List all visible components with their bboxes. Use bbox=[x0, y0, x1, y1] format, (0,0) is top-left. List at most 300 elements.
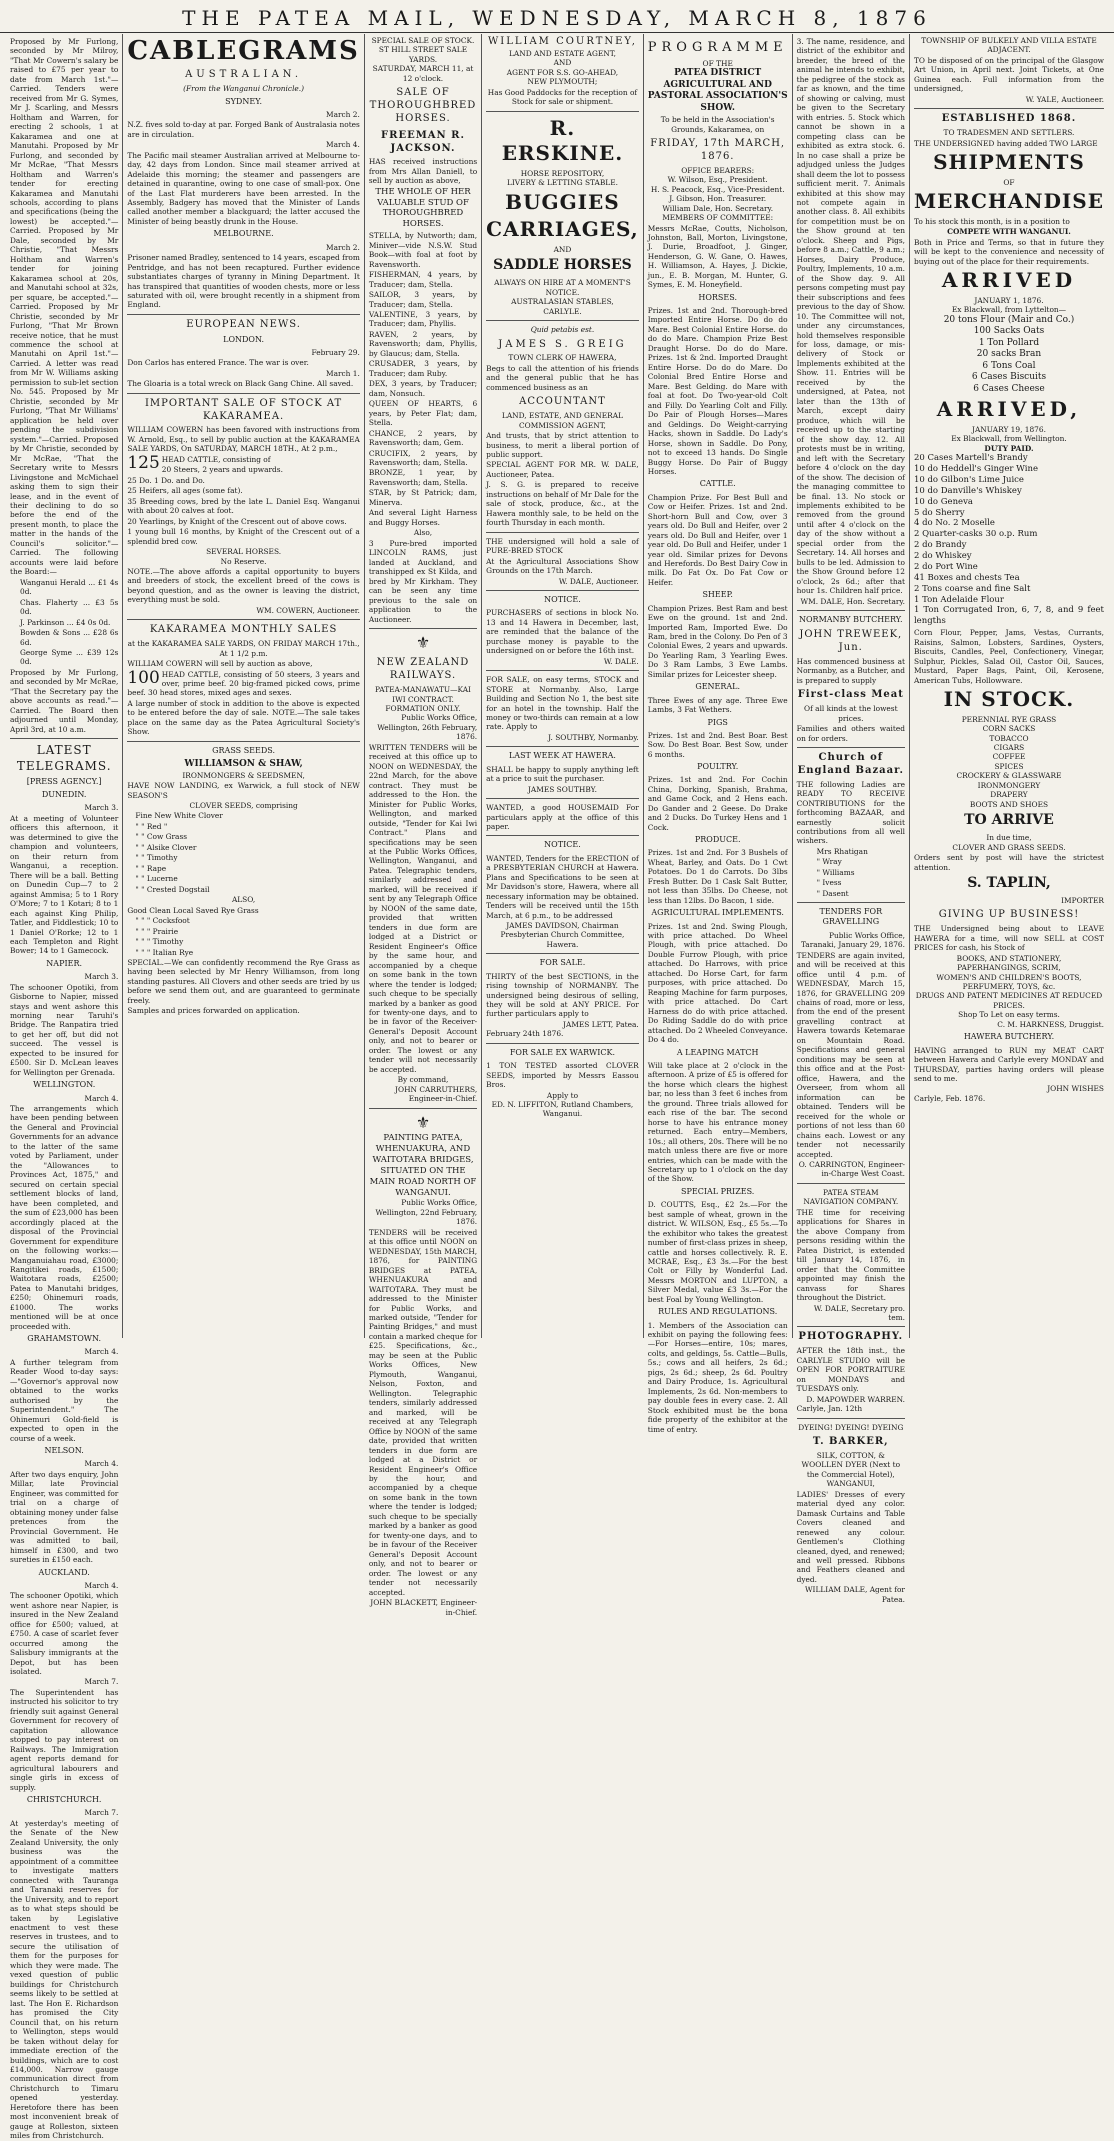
in-stock-heading: IN STOCK. bbox=[943, 686, 1075, 711]
barker-name: T. BARKER, bbox=[812, 1436, 889, 1448]
lot-line: 1 young bull 16 months, by Knight of the Crescent out of a splendid bred cow. bbox=[127, 527, 360, 546]
accountant: ACCOUNTANT bbox=[519, 396, 606, 408]
arrived-date: JANUARY 1, 1876. bbox=[974, 295, 1044, 305]
telegram-wellington bbox=[10, 1080, 118, 1331]
dale-signature: W. DALE, Auctioneer. bbox=[558, 576, 639, 586]
masthead: THE PATEA MAIL, WEDNESDAY, MARCH 8, 1876 bbox=[0, 6, 1114, 33]
stock-item: TOBACCO bbox=[989, 733, 1029, 743]
greig-name: JAMES S. GREIG bbox=[498, 338, 627, 350]
special-agent: SPECIAL AGENT FOR MR. W. DALE, Auctioneer, Patea. bbox=[486, 460, 639, 479]
press-agency-label: [PRESS AGENCY.] bbox=[26, 776, 102, 786]
telegram-date: March 4. bbox=[84, 1347, 119, 1357]
telegram-place: NELSON. bbox=[44, 1446, 84, 1456]
lett-signature: JAMES LETT, Patea. bbox=[563, 1019, 639, 1029]
books-line: BOOKS, AND STATIONERY, bbox=[956, 953, 1062, 963]
officer-line: W. Wilson, Esq., President. bbox=[667, 175, 768, 185]
giving-up-heading: GIVING UP BUSINESS! bbox=[938, 909, 1080, 921]
normanby-butchery-heading: NORMANBY BUTCHERY. bbox=[799, 615, 903, 625]
cable-sydney-2 bbox=[127, 140, 359, 226]
divider bbox=[486, 590, 639, 591]
warren-signature: D. MAPOWDER WARREN. bbox=[806, 1394, 905, 1404]
general-heading: GENERAL. bbox=[695, 682, 741, 692]
column-7 bbox=[910, 34, 1108, 1338]
instructions-text: HAS received instructions from Mrs Allan Daniell, to sell by auction as above, bbox=[368, 157, 478, 186]
arrived-item: 6 Cases Cheese bbox=[973, 383, 1045, 394]
arrived-date-2: JANUARY 19, 1876. bbox=[972, 424, 1046, 434]
divider bbox=[369, 1108, 477, 1109]
duty-item: 20 Cases Martell's Brandy bbox=[913, 453, 1028, 464]
warwick-heading: FOR SALE EX WARWICK. bbox=[509, 1047, 616, 1057]
wanted-tenders-text: WANTED, Tenders for the ERECTION of a PRESBYTERIAN CHURCH at Hawera. Plans and Specifications to be seen at Mr Davidson's store, Hawera, where all necessary information may be obtained. Tenders will be received until the 15th March, at 6 p.m., to be addressed bbox=[486, 853, 639, 920]
duty-item: 10 do Geneva bbox=[913, 496, 973, 507]
lot-line: 25 Heifers, all ages (some fat). bbox=[127, 486, 243, 496]
association-heading: PATEA DISTRICT AGRICULTURAL AND PASTORAL ASSOCIATION'S SHOW. bbox=[647, 68, 788, 113]
last-week-heading: LAST WEEK AT HAWERA. bbox=[508, 751, 616, 761]
corn-flour-text: Corn Flour, Pepper, Jams, Vestas, Currants, Raisins, Salmon, Lobsters, Sardines, Oysters, Biscuits, Candles, Peel, Confectionery, Vinegar, Sulphur, Pickles, Salad Oil, Castor Oil, Sauces, Mustard, Paper Bags, Paint, Oil, Kerosene, American Tubs, Hollowware. bbox=[913, 628, 1104, 685]
cable-date: February 29. bbox=[311, 347, 360, 357]
duty-item: 1 Ton Adelaide Flour bbox=[913, 594, 1004, 605]
column-5 bbox=[644, 34, 793, 1434]
hire-text: ALWAYS ON HIRE AT A MOMENT'S NOTICE. bbox=[494, 278, 631, 297]
stock-item: CORN SACKS bbox=[982, 724, 1036, 734]
horse-prizes: Prizes. 1st and 2nd. Thorough-bred Imported Entire Horse. Do do do Mare. Best Colonial Entire Horse. do do do Mare. Champion Prize Best Draught Horse. Do do do Mare. Prizes. 1st & 2nd. Imported Draught Entire Horse. Do do do Mare. Do Colonial Bred Entire Horse and Mare. Best Gelding. do Mare with foal at foot. Do Two-year-old Colt and Filly. Do Yearling Colt and Filly. Do Pair of Plough Horses—Mares and Geldings. Do Weight-carrying Hacks, shown in Saddle. Do Lady's Horse, shown in Saddle. Do Pony, not to exceed 13 hands. Do Single Buggy Horse. Do Pair of Buggy Horses. bbox=[647, 306, 788, 476]
telegram-place: NAPIER. bbox=[46, 958, 83, 968]
carriages: CARRIAGES, bbox=[486, 217, 639, 242]
telegram-auckland bbox=[10, 1568, 118, 1677]
cable-text: Prisoner named Bradley, sentenced to 14 years, escaped from Pentridge, and has not been recaptured. Further evidence substantiates charges of tyranny in Mining Department. It has transpired that quantities of wooden chests, more or less saturated with oil, were brought recently in a shipment from England. bbox=[127, 253, 360, 310]
horse-entry: FISHERMAN, 4 years, by Traducer; dam, Stella. bbox=[368, 270, 478, 289]
freeman-jackson: FREEMAN R. JACKSON. bbox=[381, 129, 465, 154]
arrived-item: 20 sacks Bran bbox=[976, 349, 1042, 360]
telegram-text: The Superintendent has instructed his solicitor to try friendly suit against General Government for recovery of capitation allowance stopped to pay interest on Railways. The Immigration agent reports demand for agricultural labourers and single girls in excess of supply. bbox=[10, 1687, 119, 1792]
compete-heading: COMPETE WITH WANGANUI. bbox=[947, 227, 1071, 237]
lot-line: 25 Do. 1 Do. and Do. bbox=[127, 475, 205, 485]
stock-item: IRONMONGERY bbox=[977, 780, 1041, 790]
telegram-text: After two days enquiry, John Millar, late Provincial Engineer, was committed for trial on a charge of obtaining money under false pretences from the Provincial Government. He was admitted to bail, himself in £300, and two sureties in £150 each. bbox=[10, 1469, 119, 1565]
divider bbox=[486, 953, 639, 954]
samples-text: Samples and prices forwarded on application. bbox=[127, 1006, 300, 1016]
duty-item: 2 do Port Wine bbox=[913, 561, 978, 572]
horse-entry: BRONZE, 1 year, by Ravensworth; dam, Stella. bbox=[368, 468, 478, 487]
shop-to-let: Shop To Let on easy terms. bbox=[958, 1010, 1060, 1020]
jsg-text: J. S. G. is prepared to receive instructions on behalf of Mr Dale for the sale of stock, produce, &c., at the Hawera monthly sale, to be held on the fourth Thursday in each month. bbox=[486, 480, 639, 528]
held-at: To be held in the Association's Grounds, Kakaramea, on bbox=[660, 115, 775, 134]
seed-line: " " Timothy bbox=[135, 853, 178, 863]
seed-line: " " " Italian Rye bbox=[135, 947, 194, 957]
seed-line: ALSO, bbox=[231, 895, 256, 905]
divider bbox=[486, 320, 639, 321]
families-text: Families and others waited on for orders. bbox=[796, 724, 905, 743]
london-label: LONDON. bbox=[223, 334, 265, 344]
cable-date: March 2. bbox=[326, 242, 360, 252]
cable-place: SYDNEY. bbox=[225, 96, 262, 106]
grass-seeds-heading: GRASS SEEDS. bbox=[212, 745, 276, 755]
cable-date: March 1. bbox=[326, 368, 360, 378]
of-label: OF bbox=[1003, 177, 1015, 187]
to-arrive-sub: In due time, bbox=[986, 833, 1032, 843]
officer-line: H. S. Peacock, Esq., Vice-President. bbox=[650, 184, 785, 194]
telegram-place: WELLINGTON. bbox=[33, 1080, 96, 1090]
trusts-text: And trusts, that by strict attention to business, to merit a liberal portion of public support. bbox=[486, 431, 639, 459]
officers-heading: OFFICE BEARERS: bbox=[681, 165, 755, 175]
officer-line: William Dale, Hon. Secretary. bbox=[662, 203, 774, 213]
cable-date: March 4. bbox=[326, 140, 360, 150]
column-3 bbox=[365, 34, 482, 1617]
sale-heading: IMPORTANT SALE OF STOCK AT KAKARAMEA. bbox=[144, 397, 343, 422]
source-line: (From the Wanganui Chronicle.) bbox=[183, 84, 305, 94]
telegram-place: AUCKLAND. bbox=[38, 1567, 90, 1577]
horse-entry: RAVEN, 2 years, by Ravensworth; dam, Phyllis, by Glaucus; dam, Stella. bbox=[368, 329, 478, 358]
steam-text: THE time for receiving applications for Shares in the above Company from persons residing within the Patea District, is extended till January 14, 1876, in order that the Committee appointed may finish the canvass for Shares throughout the District. bbox=[796, 1207, 905, 1303]
davidson-signature: JAMES DAVIDSON, Chairman Presbyterian Church Committee, Hawera. bbox=[500, 920, 625, 949]
account-line: Chas. Flaherty ... £3 5s 0d. bbox=[20, 597, 119, 617]
sheep-prizes: Champion Prizes. Best Ram and best Ewe on the ground. 1st and 2nd. Imported Ram, Imported Ewe. Do Ram, bred in the Colony. Do Pen of 3 Colonial Ewes, 2 years and upwards. Do Yearling Ram, 3 Yearling Ewes. Do 3 Ram Lambs, 3 Ewe Lambs. Similar prizes for Leicester sheep. bbox=[647, 603, 788, 679]
sale-date: SATURDAY, MARCH 11, at 12 o'clock. bbox=[372, 64, 474, 83]
telegram-grahamstown bbox=[10, 1334, 118, 1443]
divider bbox=[127, 741, 359, 742]
ironmongers: IRONMONGERS & SEEDSMEN, bbox=[182, 770, 305, 780]
arrived-item: 6 Cases Biscuits bbox=[971, 372, 1047, 383]
steam-signature: W. DALE, Secretary pro. tem. bbox=[813, 1303, 905, 1322]
crest-icon: ⚜ bbox=[415, 1112, 431, 1132]
cablegrams-heading: CABLEGRAMS bbox=[127, 36, 360, 66]
blackett-signature: JOHN BLACKETT, Engineer-in-Chief. bbox=[370, 1598, 478, 1617]
drugs-line: DRUGS AND PATENT MEDICINES AT REDUCED PRICES. bbox=[915, 991, 1103, 1010]
harness-line: And several Light Harness and Buggy Horses. bbox=[368, 508, 478, 527]
southby-signature: JAMES SOUTHBY. bbox=[527, 784, 597, 794]
no-reserve-line: No Reserve. bbox=[220, 556, 267, 566]
stock-item: SPICES bbox=[994, 761, 1024, 771]
apply-label: Apply to bbox=[546, 1090, 579, 1100]
divider bbox=[486, 746, 639, 747]
and-label: AND bbox=[553, 58, 572, 68]
photography-text: AFTER the 18th inst., the CARLYLE STUDIO will be OPEN FOR PORTRAITURE on MONDAYS and TUESDAYS only. bbox=[796, 1346, 905, 1394]
council-minutes: Proposed by Mr Furlong, seconded by Mr Milroy, "That Mr Cowern's salary be raised to £75 per year to date from March 1st."—Carried. Tenders were received from Mr G. Symes, Mr J. Scarling, and Messrs Holtham and Warren, for erecting 2 schools, 1 at Kakaramea and one at Manutahi. Proposed by Mr Furlong, and seconded by Mr McRae, "That Messrs Holtham and Warren's tender for erecting Kakaramea and Manutahi schools, according to plans and specifications (being the lowest) be accepted."—Carried. Proposed by Mr Dale, seconded by Mr Christie, "That Messrs Holtham and Warren's tender for joining Kakaramea school at 20s, and Manutahi school at 32s, per square, be accepted."—Carried. Proposed by Mr Christie, seconded by Mr Furlong, "That Mr Brown receive notice, that he must commence the school at Manutahi on April 1st."—Carried. A letter was read from Mr W. Williams asking permission to sub-let section No. 545. Proposed by Mr Christie, seconded by Mr Furlong, "That Mr Williams' application be held over pending the subdivision system."—Carried. Proposed by Mr Christie, seconded by Mr McRae, "That the Secretary write to Messrs Livingstone and McMichael asking them to sign their lease, and in the event of their declining to do so before the end of the present month, to place the matter in the hands of the Council's solicitor."—Carried. The following accounts were laid before the Board:— bbox=[10, 37, 119, 577]
arrived-item: 20 tons Flour (Mair and Co.) bbox=[943, 314, 1075, 325]
divider bbox=[127, 393, 359, 394]
telegram-text: A further telegram from Reader Wood to-day says:—"Governor's approval now obtained to the works authorised by the Superintendent." The Ohinemuri Gold-field is expected to open in the course of a week. bbox=[10, 1357, 119, 1443]
columns bbox=[6, 34, 1108, 2141]
arrived-heading: ARRIVED bbox=[941, 268, 1077, 293]
orders-text: Orders sent by post will have the strictest attention. bbox=[913, 853, 1104, 872]
duty-item: 2 do Whiskey bbox=[913, 551, 972, 562]
lady-line: " Williams bbox=[816, 867, 855, 877]
seed-line: " " Alsike Clover bbox=[135, 842, 197, 852]
divider bbox=[797, 902, 905, 903]
note-text: NOTE.—The above affords a capital opportunity to buyers and breeders of stock, the excellent breed of the cows is beyond question, and as the owner is leaving the district, everything must be sold. bbox=[127, 567, 360, 605]
crest-icon: ⚜ bbox=[415, 632, 431, 652]
gravelling-heading: TENDERS FOR GRAVELLING bbox=[819, 907, 883, 927]
duty-item: 4 do No. 2 Moselle bbox=[913, 518, 995, 529]
european-news-heading: EUROPEAN NEWS. bbox=[186, 318, 301, 330]
pigs-heading: PIGS bbox=[707, 717, 728, 727]
seed-line: " " " Cocksfoot bbox=[135, 916, 190, 926]
horse-entry: CHANCE, 2 years, by Ravensworth; dam, Gem. bbox=[368, 428, 478, 448]
purchasers-text: PURCHASERS of sections in block No. 13 and 14 Hawera in December, last, are reminded that the balance of the purchase money is payable to the undersigned on or before the 16th inst. bbox=[486, 608, 639, 656]
horse-entry: STAR, by St Patrick; dam, Minerva. bbox=[368, 488, 478, 507]
column-6 bbox=[793, 34, 910, 1604]
pig-prizes: Prizes. 1st and 2nd. Best Boar. Best Sow. Do Best Boar. Best Sow, under 6 months. bbox=[647, 730, 788, 759]
yale-signature: W. YALE, Auctioneer. bbox=[1025, 94, 1104, 104]
telegram-text: At yesterday's meeting of the Senate of the New Zealand University, the only business was the appointment of a committee to investigate matters connected with Tauranga and Taranaki reserves for the University, and to report as to what steps should be taken by Legislative enactment to vest these reserves in trustees, and to secure the utilisation of them for the purposes for which they were made. The vexed question of public buildings for Christchurch seems likely to be settled at last. The Hon E. Richardson has promised the City Council that, on his return to Wellington, steps would be taken without delay for immediate erection of the buildings, which are to cost £14,000. Narrow gauge communication direct from Christchurch to Timaru opened yesterday. Heretofore there has been most inconvenient break of gauge at Rolleston, sixteen miles from Christchurch. bbox=[10, 1818, 119, 2141]
horse-entry: VALENTINE, 3 years, by Traducer; dam, Phyllis. bbox=[368, 309, 478, 329]
treweek-text: Has commenced business at Normanby, as a Butcher, and is prepared to supply bbox=[796, 656, 905, 685]
monthly-text-2: A large number of stock in addition to the above is expected to be entered before the day of sale. NOTE.—The sale takes place on the same day as the Patea Agricultural Society's Show. bbox=[127, 698, 360, 737]
monthly-sales-sub: at the KAKARAMEA SALE YARDS, ON FRIDAY MARCH 17th., At 1 1/2 p.m. bbox=[127, 639, 360, 658]
telegram-nelson bbox=[10, 1446, 118, 1564]
telegram-dunedin bbox=[10, 790, 118, 956]
telegram-text: The schooner Opotiki, which went ashore near Napier, is insured in the New Zealand office for £500; valued, at £750. A case of scarlet fever occurred among the Salisbury immigrants at the Depot, but has been isolated. bbox=[10, 1591, 119, 1677]
town-clerk: TOWN CLERK OF HAWERA, bbox=[508, 353, 617, 363]
office-date: Public Works Office, Wellington, 22nd February, 1876. bbox=[375, 1198, 478, 1227]
seed-line: " " Red " bbox=[135, 821, 168, 831]
hawera-butchery-heading: HAWERA BUTCHERY. bbox=[963, 1032, 1055, 1042]
photography-heading: PHOTOGRAPHY. bbox=[798, 1331, 904, 1343]
general-prizes: Three Ewes of any age. Three Ewe Lambs, 3 Fat Wethers. bbox=[647, 695, 788, 715]
telegram-auckland-2 bbox=[10, 1677, 118, 1792]
clover-seeds: CLOVER SEEDS, comprising bbox=[189, 800, 298, 810]
dale-signature: W. DALE. bbox=[603, 656, 639, 666]
lot-line: 35 Breeding cows, bred by the late L. Daniel Esq. Wanganui with about 20 calves at foot. bbox=[127, 496, 360, 516]
divider bbox=[797, 1326, 905, 1327]
office-date: Public Works Office, Wellington, 26th February, 1876. bbox=[377, 713, 478, 742]
carrington-signature: O. CARRINGTON, Engineer-in-Charge West Coast. bbox=[798, 1159, 905, 1179]
telegram-text: At a meeting of Volunteer officers this afternoon, it was determined to give the champion and volunteers, on their return from Wanganui, a reception. There will be a ball. Betting on Dunedin Cup—7 to 2 against Ammisa; 5 to 1 Rory O'More; 7 to 1 Kotari; 8 to 1 each against King Philip, Tatler, and Fiddlestick; 10 to 1 Daniel O'Rorke; 12 to 1 each Templeton and Right Bower; 14 to 1 Gamecock. bbox=[10, 813, 119, 956]
notice-heading: NOTICE. bbox=[544, 595, 581, 605]
township-heading: TOWNSHIP OF BULKELY AND VILLA ESTATE ADJACENT. bbox=[921, 36, 1097, 55]
lowest-prices: Of all kinds at the lowest prices. bbox=[804, 704, 898, 723]
produce-prizes: Prizes. 1st and 2nd. For 3 Bushels of Wheat, Barley, and Oats. Do 1 Cwt Potatoes. Do 1 do Carrots. Do 3lbs Fresh Butter. Do 1 Cask Salt Butter, not less than 35lbs. Do Cheese, not less than 12lbs. Do Bacon, 1 side. bbox=[647, 848, 788, 905]
horse-entry: CRUSADER, 3 years, by Traducer; dam Ruby. bbox=[368, 359, 478, 378]
duty-item: 1 Ton Corrugated Iron, 6, 7, 8, and 9 feet lengths bbox=[913, 605, 1104, 627]
duty-item: 2 do Brandy bbox=[913, 540, 967, 551]
monthly-sales-heading: KAKARAMEA MONTHLY SALES bbox=[149, 624, 338, 636]
new-plymouth: NEW PLYMOUTH; bbox=[527, 77, 598, 87]
telegram-date: March 4. bbox=[84, 1580, 119, 1590]
bazaar-heading: Church of England Bazaar. bbox=[797, 752, 904, 776]
seed-line: Fine New White Clover bbox=[135, 811, 223, 821]
divider bbox=[486, 835, 639, 836]
divider bbox=[127, 619, 359, 620]
poultry-prizes: Prizes. 1st and 2nd. For Cochin China, Dorking, Spanish, Brahma, and Game Cock, and 2 Hens each. Do Gander and 2 Geese. Do Drake and 2 Ducks. Do Turkey Hens and 1 Cock. bbox=[647, 775, 788, 832]
divider bbox=[486, 670, 639, 671]
telegram-date: March 7. bbox=[84, 1808, 119, 1818]
divider bbox=[369, 628, 477, 629]
duty-item: 2 Quarter-casks 30 o.p. Rum bbox=[913, 529, 1038, 540]
first-class-meat: First-class Meat bbox=[797, 689, 904, 701]
stock-item: CIGARS bbox=[993, 742, 1025, 752]
wishes-date: Carlyle, Feb. 1876. bbox=[913, 1093, 986, 1103]
telegram-text: The schooner Opotiki, from Gisborne to Napier, missed stays and went ashore this morning near Taruhi's Bridge. The Ranpatira tried to get her off, but did not succeed. The vessel is expected to be insured for £500. Sir D. McLean leaves for Wellington per Grenada. bbox=[10, 982, 119, 1077]
committee-members: Messrs McRae, Coutts, Nicholson, Johnston, Ball, Morton, Livingstone, J. Durie, Broadfoot, J. Ginger, Henderson, G. W. Gane, O. Hawes, H. Williamson, A. Hayes, J. Dickie, jun., E. B. Morgan, M. Hunter, G. Symes, E. M. Honeyfield. bbox=[647, 223, 788, 290]
account-line: J. Parkinson ... £4 0s 0d. bbox=[20, 617, 111, 627]
lady-line: " Wray bbox=[816, 857, 842, 867]
telegram-place: DUNEDIN. bbox=[41, 790, 87, 800]
erskine-heading: R. ERSKINE. bbox=[501, 115, 624, 166]
notice-heading: NOTICE. bbox=[544, 840, 581, 850]
cattle-count: 125 bbox=[127, 452, 160, 473]
williamson-shaw: WILLIAMSON & SHAW, bbox=[184, 759, 303, 770]
horse-entry: QUEEN OF HEARTS, 6 years, by Peter Flat; dam, Stella. bbox=[368, 399, 478, 428]
gravel-office: Public Works Office, Taranaki, January 29, 1876. bbox=[800, 930, 905, 950]
special-text: SPECIAL.—We can confidently recommend the Rye Grass as having been selected by Mr Henry Williamson, from long standing pastures. All Clovers and other seeds are tried by us before we send them out, and are guaranteed to germinate freely. bbox=[127, 958, 360, 1005]
seed-line: Good Clean Local Saved Rye Grass bbox=[127, 905, 259, 915]
seed-line: " " " Timothy bbox=[135, 937, 184, 947]
shipments-heading: SHIPMENTS bbox=[933, 150, 1085, 175]
go-ahead-agent: AGENT FOR S.S. GO-AHEAD, bbox=[506, 67, 619, 77]
divider bbox=[797, 747, 905, 748]
treweek-name: JOHN TREWEEK, Jun. bbox=[799, 629, 903, 654]
steam-heading: PATEA STEAM NAVIGATION COMPANY. bbox=[803, 1187, 899, 1207]
officer-line: J. Gibson, Hon. Treasurer. bbox=[669, 194, 767, 204]
telegram-christchurch bbox=[10, 1795, 118, 2141]
arrived-heading-2: ARRIVED, bbox=[936, 397, 1082, 422]
divider bbox=[914, 108, 1104, 109]
and-label: AND bbox=[553, 244, 572, 254]
duty-item: 2 Tons coarse and fine Salt bbox=[913, 583, 1031, 594]
stock-item: COFFEE bbox=[992, 752, 1026, 762]
cable-text: Don Carlos has entered France. The war is over. bbox=[127, 358, 309, 368]
telegram-date: March 4. bbox=[84, 1093, 119, 1103]
wishes-signature: JOHN WISHES bbox=[1047, 1084, 1104, 1094]
telegram-date: March 3. bbox=[84, 972, 119, 982]
australasian-stables: AUSTRALASIAN STABLES, bbox=[511, 297, 614, 307]
show-date: FRIDAY, 17th MARCH, 1876. bbox=[650, 138, 786, 162]
secretary-signature: WM. DALE, Hon. Secretary. bbox=[800, 596, 905, 606]
cowern-signature: WM. COWERN, Auctioneer. bbox=[256, 605, 360, 615]
stock-item: PERENNIAL RYE GRASS bbox=[961, 714, 1057, 724]
horse-entry: STELLA, by Nutworth; dam, Miniver—vide N.S.W. Stud Book—with foal at foot by Ravensworth. bbox=[368, 231, 478, 269]
duty-paid: DUTY PAID. bbox=[984, 443, 1034, 453]
paddocks-text: Has Good Paddocks for the reception of Stock for sale or shipment. bbox=[487, 87, 638, 107]
monthly-count: 100 bbox=[127, 667, 160, 688]
stock-item: BOOTS AND SHOES bbox=[969, 799, 1049, 809]
blackwall-line-2: Ex Blackwall, from Wellington. bbox=[951, 434, 1067, 444]
australian-heading: AUSTRALIAN. bbox=[185, 69, 303, 81]
shall-text: SHALL be happy to supply anything left at a price to suit the purchaser. bbox=[486, 764, 639, 784]
land-agent: LAND, ESTATE, AND GENERAL COMMISSION AGENT, bbox=[501, 411, 623, 430]
nz-railways-heading: NEW ZEALAND RAILWAYS. bbox=[376, 657, 470, 682]
lady-line: " Ivess bbox=[816, 878, 842, 888]
warren-date: Carlyle, Jan. 12th bbox=[796, 1404, 863, 1414]
stud-heading: THE WHOLE OF HER VALUABLE STUD OF THOROUGHBRED HORSES. bbox=[375, 186, 471, 230]
established-heading: ESTABLISHED 1868. bbox=[941, 113, 1077, 125]
divider bbox=[797, 1183, 905, 1184]
latest-telegrams-heading: LATEST TELEGRAMS. bbox=[16, 743, 112, 773]
seed-line: " " Cow Grass bbox=[135, 832, 188, 842]
tradesmen-heading: TO TRADESMEN AND SETTLERS. bbox=[943, 128, 1075, 138]
carlyle: CARLYLE. bbox=[543, 306, 582, 316]
pure-bred-text: THE undersigned will hold a sale of PURE-BRED STOCK bbox=[486, 536, 639, 556]
council-minutes-end: Proposed by Mr Furlong, and seconded by Mr McRae, "That the Secretary pay the above accounts as read."—Carried. The Board then adjourned until Monday, April 3rd, at 10 a.m. bbox=[10, 667, 119, 734]
telegram-date: March 3. bbox=[84, 803, 119, 813]
divider bbox=[486, 111, 639, 112]
horses-heading: HORSES. bbox=[698, 292, 737, 302]
clover-grass: CLOVER AND GRASS SEEDS. bbox=[952, 842, 1066, 852]
cable-place: MELBOURNE. bbox=[213, 229, 274, 239]
poultry-heading: POULTRY. bbox=[697, 762, 739, 772]
stock-item: DRAPERY bbox=[990, 790, 1028, 800]
telegram-date: March 4. bbox=[84, 1459, 119, 1469]
telegram-napier bbox=[10, 959, 118, 1077]
taplin-heading: S. TAPLIN, bbox=[967, 875, 1051, 892]
divider bbox=[486, 798, 639, 799]
wanted-text: WANTED, a good HOUSEMAID For particulars apply at the office of this paper. bbox=[486, 803, 639, 831]
monthly-lot bbox=[127, 667, 360, 698]
account-line: Bowden & Sons ... £28 6s 6d. bbox=[20, 628, 119, 647]
rules-continued: 3. The name, residence, and district of the exhibitor and breeder, the breed of the animal he intends to exhibit, the pedigree of the stock as far as known, and the time of showing or calving, must be given to the Secretary with entries. 5. Stock which cannot be shown in a competing class can be exhibited as extra stock. 6. In no case shall a prize be adjudged unless the Judges shall deem the lot to possess sufficient merit. 7. Animals exhibited at this show may not compete again in another class. 8. All exhibits for competition must be on the Show ground at ten o'clock. Sheep and Pigs, before 8 a.m.; Cattle, 9 a.m.; Horses, Dairy Produce, Poultry, Implements, 10 a.m. of the Show day. 9. All persons competing must pay their subscriptions and fees previous to the day of Show. 10. The Committee will not, under any circumstances, hold themselves responsible for loss, damage, or mis-delivery of Stock or Implements exhibited at the Show. 11. Entries will be received by the undersigned, at Patea, not later than the 13th of March, except dairy produce, which will be received up to the starting of the show day. 12. All protests must be in writing, and left with the Secretary before 4 o'clock on the day of the show. The decision of the managing committee to be final. 13. No stock or implements exhibited to be removed from the ground until after 4 o'clock on the day of the show without a special order from the Secretary. 14. All horses and bulls to be led. Admission to the Show Ground before 12 o'clock, 2s 6d.; after that hour 1s. Children half price. bbox=[796, 37, 905, 596]
harkness-signature: C. M. HARKNESS, Druggist. bbox=[997, 1019, 1104, 1029]
thirty-sections-text: THIRTY of the best SECTIONS, in the rising township of NORMANBY. The undersigned being desirous of selling, they will be sold at ANY PRICE. For further particulars apply to bbox=[486, 971, 639, 1019]
clover-text: 1 TON TESTED assorted CLOVER SEEDS, imported by Messrs Eassou Bros. bbox=[486, 1061, 639, 1090]
also-label: Also, bbox=[413, 528, 433, 538]
formation-only: FORMATION ONLY. bbox=[385, 703, 461, 713]
of-the-label: OF THE bbox=[702, 58, 733, 68]
thoroughbred-heading: SALE OF THOROUGHBRED HORSES. bbox=[369, 87, 477, 124]
programme-heading: PROGRAMME bbox=[647, 40, 788, 55]
telegram-place: GRAHAMSTOWN. bbox=[27, 1334, 102, 1344]
cattle-label: HEAD CATTLE, consisting of bbox=[161, 454, 271, 464]
special-prizes-heading: SPECIAL PRIZES. bbox=[681, 1186, 755, 1196]
telegram-text: The arrangements which have been pending between the General and Provincial Governments for an advance to the latter of the same voted by Parliament, under the "Allowances to Provinces Act, 1875," and secured on certain special settlement blocks of land, have been completed, and the sum of £23,000 has been accordingly placed at the disposal of the Provincial Government for expenditure on the following works:—Manganuiahau road, £3000; Rangitikei roads, £1500; Waitotara roads, £2500; Patea to Manutahi bridges, £250; Ohinemuri roads, £1000. The works mentioned will be at once proceeded with. bbox=[10, 1104, 119, 1331]
produce-heading: PRODUCE. bbox=[694, 835, 741, 845]
boots-line: WOMEN'S AND CHILDREN'S BOOTS, PERFUMERY, TOYS, &c. bbox=[936, 972, 1082, 992]
leaping-text: Will take place at 2 o'clock in the afternoon. A prize of £5 is offered for the horse which clears the highest bar, no less than 3 feet 6 inches from the ground. Three trials allowed for each rise of the bar. The second horse to have his entrance money returned. Each entry—Members, 10s.; all others, 20s. There will be no match unless there are five or more entries, which can be made with the Secretary up to 1 o'clock on the day of the Show. bbox=[647, 1060, 788, 1184]
implements-heading: AGRICULTURAL IMPLEMENTS. bbox=[651, 908, 784, 918]
horses-line: SEVERAL HORSES. bbox=[206, 547, 282, 557]
saddle-horses: SADDLE HORSES bbox=[493, 257, 632, 274]
special-sale: SPECIAL SALE OF STOCK. bbox=[371, 36, 475, 45]
landing-text: HAVE NOW LANDING, ex Warwick, a full stock of NEW SEASON'S bbox=[127, 781, 360, 800]
contract-name: PATEA-MANAWATU—KAI IWI CONTRACT. bbox=[375, 685, 471, 704]
show-grounds-text: At the Agricultural Associations Show Grounds on the 17th March. bbox=[486, 556, 639, 576]
seed-line: " " " Prairie bbox=[135, 926, 179, 936]
column-2 bbox=[123, 34, 364, 1338]
divider bbox=[10, 738, 118, 739]
lady-line: " Dasent bbox=[816, 888, 849, 898]
tender-text: WRITTEN TENDERS will be received at this office up to NOON on WEDNESDAY, the 22nd March, for the above contract. They must be addressed to the Hon. the Minister for Public Works, Wellington, and marked outside, "Tender for Kai Iwi Contract." Plans and specifications may be seen at the Public Works Offices, Wellington, Wanganui, and Patea. Telegraphic tenders, similarly addressed and marked, will be received if sent by any Telegraph Office by NOON of the same date, provided that written tenders in due form are lodged at a District or Resident Engineer's Office by the same hour, and accompanied by a cheque on some bank in the town where the tender is lodged; such cheque to be specially marked by a banker as good for twenty-one days, and to be in favor of the Receiver-General's Deposit Account only, and not to bearer or order. The lowest or any tender will not necessarily be accepted. bbox=[368, 742, 478, 1074]
duty-item: 10 do Heddell's Ginger Wine bbox=[913, 464, 1038, 475]
divider bbox=[127, 314, 359, 315]
southby-signature: J. SOUTHBY, Normanby. bbox=[548, 732, 639, 742]
seed-line: " " Crested Dogstail bbox=[135, 884, 210, 894]
lot-line: 20 Steers, 2 years and upwards. bbox=[161, 465, 283, 475]
monthly-cattle: HEAD CATTLE, consisting of 50 steers, 3 years and over, prime beef. 20 big-framed picked cows, prime beef. 30 head stores, mixed ages and sexes. bbox=[127, 669, 360, 698]
cable-text: N.Z. fives sold to-day at par. Forged Bank of Australasia notes are in circulation. bbox=[127, 120, 360, 139]
liffiton-signature: ED. N. LIFFITON, Rutland Chambers, Wanganui. bbox=[491, 1100, 634, 1119]
seed-line: " " Rape bbox=[135, 863, 167, 873]
divider bbox=[486, 532, 639, 533]
butchery-text: HAVING arranged to RUN my MEAT CART between Hawera and Carlyle every MONDAY and THURSDAY, parties having orders will please send to me. bbox=[913, 1045, 1104, 1083]
courtney-name: WILLIAM COURTNEY, bbox=[487, 36, 637, 47]
column-4 bbox=[482, 34, 644, 1338]
barker-text: SILK, COTTON, & WOOLLEN DYER (Next to the Commercial Hotel), WANGANUI, bbox=[801, 1450, 901, 1489]
leaping-heading: A LEAPING MATCH bbox=[676, 1047, 759, 1057]
cowern-ad-text: WILLIAM COWERN has been favored with instructions from W. Arnold, Esq., to sell by public auction at the KAKARAMEA SALE YARDS, On SATURDAY, MARCH 18TH., At 2 p.m., bbox=[127, 425, 360, 454]
to-arrive-heading: TO ARRIVE bbox=[964, 812, 1054, 829]
township-text: TO be disposed of on the principal of the Glasgow Art Union, in April next. Joint Tickets, at One Guinea each. Full information from the undersigned, bbox=[913, 55, 1104, 94]
by-command: By command, bbox=[397, 1075, 449, 1085]
bazaar-text: THE following Ladies are READY TO RECEIVE CONTRIBUTIONS for the forthcoming BAZAAR, and earnestly solicit contributions from all well wishers. bbox=[796, 779, 905, 846]
account-line: George Syme ... £39 12s 0d. bbox=[20, 648, 119, 667]
motto: Quid petabis est. bbox=[530, 325, 595, 335]
arrived-item: 1 Ton Pollard bbox=[978, 337, 1040, 348]
ladies-dresses-text: LADIES' Dresses of every material dyed any color. Damask Curtains and Table Covers cleaned and renewed any colour. Gentlemen's Clothing cleaned, dyed, and renewed; and well pressed. Ribbons and Feathers cleaned and dyed. bbox=[796, 1489, 905, 1584]
duty-item: 41 Boxes and chests Tea bbox=[913, 572, 1020, 583]
telegram-place: CHRISTCHURCH. bbox=[26, 1795, 102, 1805]
greig-text: Begs to call the attention of his friends and the general public that he has commenced business as an bbox=[486, 363, 639, 392]
horse-entry: DEX, 3 years, by Traducer; dam, Nonsuch. bbox=[368, 379, 478, 398]
